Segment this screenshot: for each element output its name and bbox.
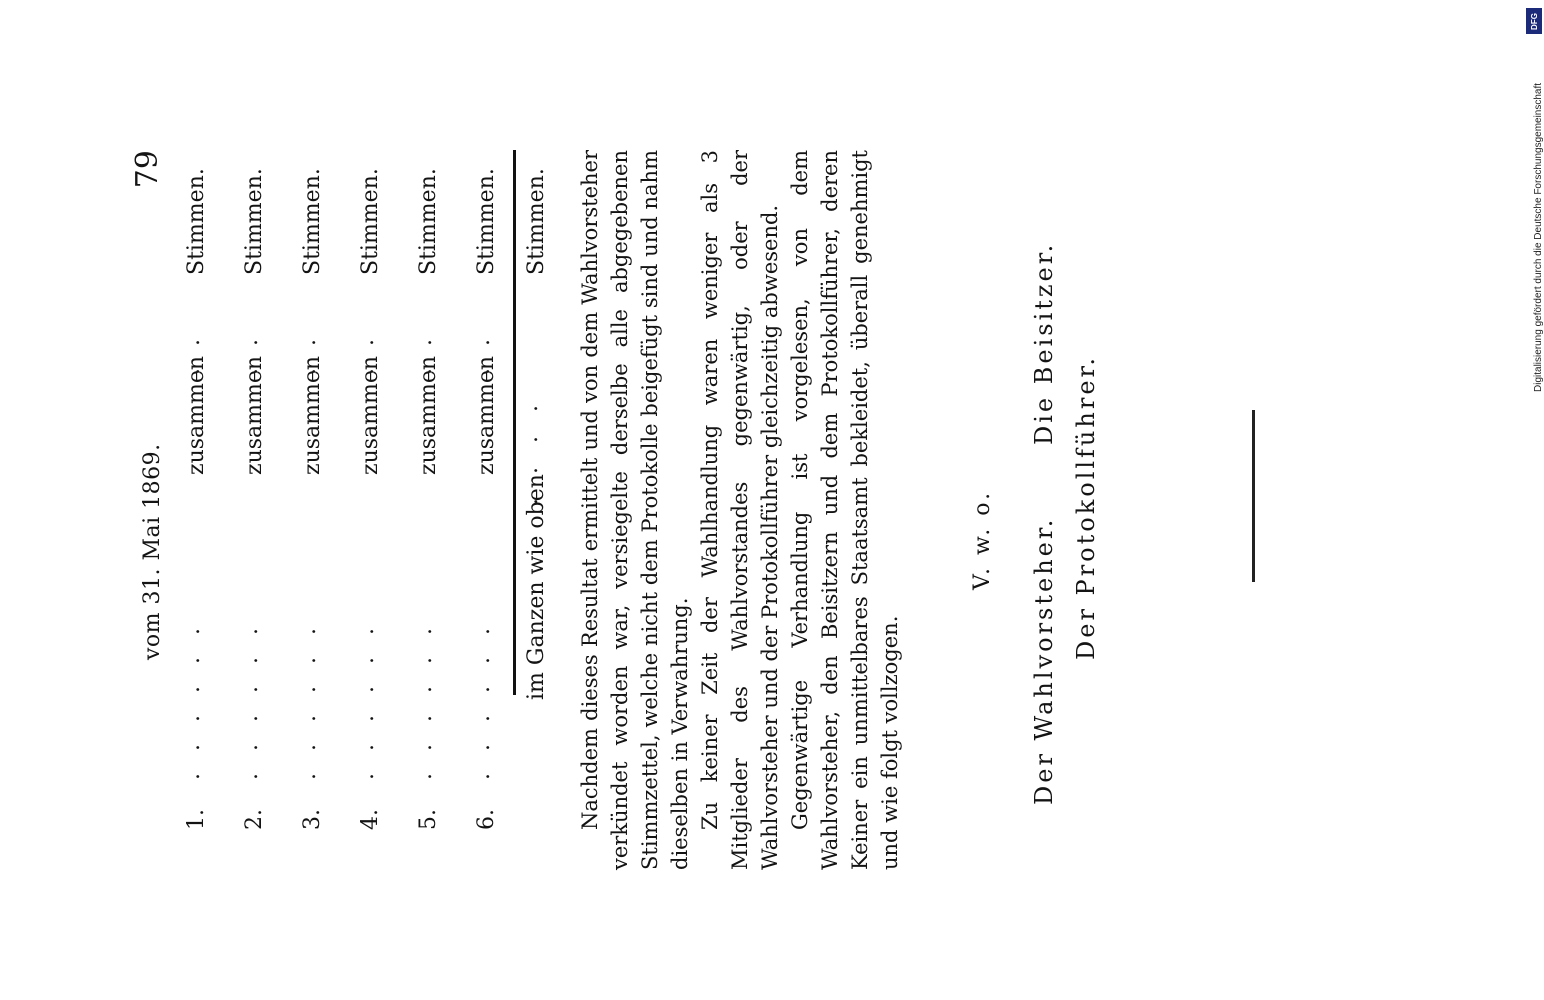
leader-dots: ...... <box>238 606 263 780</box>
row-number: 6. <box>474 809 499 830</box>
tally-row <box>296 150 336 870</box>
tally-row <box>180 150 220 870</box>
row-label: zusammen <box>416 355 441 475</box>
leader-dots: .. <box>412 317 437 375</box>
leader-dots: .. <box>470 317 495 375</box>
page-number: 79 <box>130 150 165 189</box>
leader-dots: .. <box>238 317 263 375</box>
paragraph-approval: Gegenwärtige Verhandlung ist vorgelesen, von dem Wahlvorsteher, den Beisitzern und dem Protokollführer, deren Keiner ein unmittelbares Staatsamt bekleidet, überall genehmigt und wie folgt vollzogen. <box>788 150 902 870</box>
row-label: zusammen <box>358 355 383 475</box>
signature-label: Die Beisitzer. <box>1030 241 1058 445</box>
row-unit: Stimmen. <box>300 168 325 275</box>
total-row <box>518 150 562 870</box>
leader-dots: .. <box>180 317 205 375</box>
sum-rule <box>513 150 516 695</box>
signature-wahlvorsteher <box>1030 517 1058 805</box>
total-label: im Ganzen wie oben <box>524 474 549 700</box>
paragraph-result: Nachdem dieses Resultat ermittelt und von dem Wahlvorsteher verkündet worden war, versiegelte derselbe alle abgegebenen Stimmzettel, welche nicht dem Protokolle beigefügt sind und nahm dieselben in Verwahrung. <box>578 150 692 870</box>
row-unit: Stimmen. <box>474 168 499 275</box>
digitization-watermark <box>1533 82 1544 402</box>
row-label: zusammen <box>242 355 267 475</box>
leader-dots: .. <box>296 317 321 375</box>
leader-dots: ...... <box>470 606 495 780</box>
row-unit: Stimmen. <box>416 168 441 275</box>
header-date: vom 31. Mai 1869. <box>140 443 165 660</box>
leader-dots: ...... <box>180 606 205 780</box>
rotated-document-page <box>120 150 980 870</box>
body-text <box>575 150 905 870</box>
signature-label: Der Protokollführer. <box>1072 355 1100 660</box>
dfg-logo <box>1526 8 1542 34</box>
row-number: 1. <box>184 809 209 830</box>
row-number: 5. <box>416 809 441 830</box>
row-number: 3. <box>300 809 325 830</box>
tally-row <box>354 150 394 870</box>
signature-label: Der Wahlvorsteher. <box>1030 516 1058 805</box>
tally-row <box>412 150 452 870</box>
closing-formula <box>970 490 995 590</box>
tally-row <box>238 150 278 870</box>
signature-rule <box>1252 410 1255 582</box>
signature-beisitzer <box>1030 242 1058 445</box>
row-label: zusammen <box>184 355 209 475</box>
row-unit: Stimmen. <box>242 168 267 275</box>
row-label: zusammen <box>300 355 325 475</box>
leader-dots: .. <box>354 317 379 375</box>
leader-dots: ...... <box>354 606 379 780</box>
row-unit: Stimmen. <box>358 168 383 275</box>
paragraph-presence: Zu keiner Zeit der Wahlhandlung waren weniger als 3 Mitglieder des Wahlvorstandes gegenwärtig, oder der Wahlvorsteher und der Protokollführer gleichzeitig abwesend. <box>698 150 782 870</box>
row-unit: Stimmen. <box>184 168 209 275</box>
row-label: zusammen <box>474 355 499 475</box>
watermark-text: Digitalisierung gefördert durch die Deutsche Forschungsgemeinschaft <box>1533 82 1544 392</box>
signature-protokollfuehrer <box>1072 355 1100 660</box>
total-unit: Stimmen. <box>524 168 549 275</box>
row-number: 4. <box>358 809 383 830</box>
leader-dots: ...... <box>296 606 321 780</box>
page-header <box>130 150 170 870</box>
closing-text: V. w. o. <box>970 489 995 590</box>
leader-dots: .... <box>518 381 543 505</box>
leader-dots: ...... <box>412 606 437 780</box>
dfg-badge-text: DFG <box>1529 12 1539 30</box>
tally-row <box>470 150 510 870</box>
row-number: 2. <box>242 809 267 830</box>
